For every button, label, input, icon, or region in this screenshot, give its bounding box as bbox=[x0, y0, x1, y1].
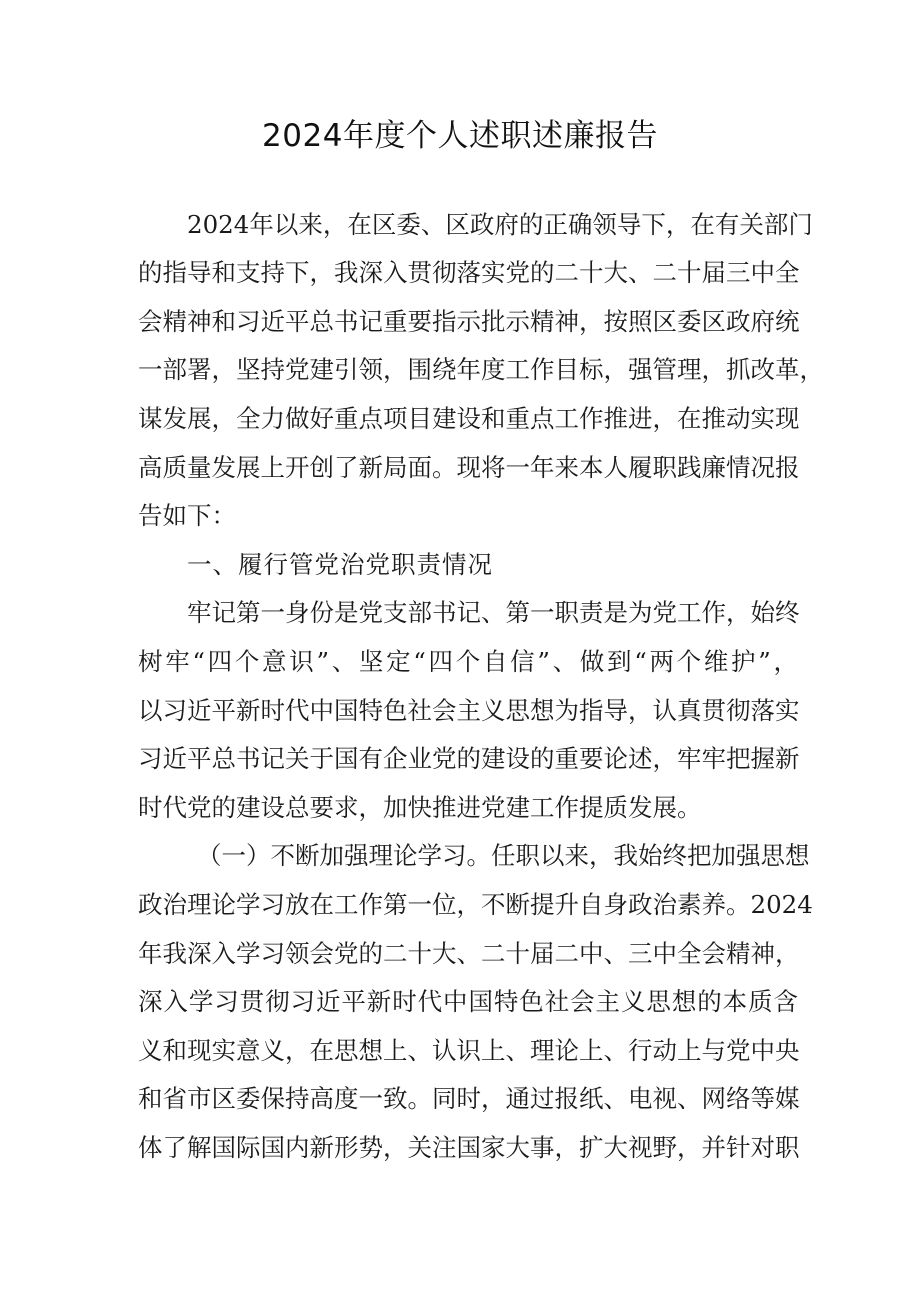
paragraph-line: 习近平总书记关于国有企业党的建设的重要论述，牢牢把握新 bbox=[138, 744, 800, 774]
paragraph-line: 深入学习贯彻习近平新时代中国特色社会主义思想的本质含 bbox=[138, 987, 798, 1017]
paragraph-line: 以习近平新时代中国特色社会主义思想为指导，认真贯彻落实 bbox=[138, 695, 800, 725]
document-title: 2024年度个人述职述廉报告 bbox=[262, 118, 658, 154]
section-heading: 一、履行管党治党职责情况 bbox=[187, 549, 493, 579]
paragraph-line: 谋发展，全力做好重点项目建设和重点工作推进，在推动实现 bbox=[138, 403, 800, 433]
paragraph-line: 牢记第一身份是党支部书记、第一职责是为党工作，始终 bbox=[187, 598, 800, 628]
paragraph-line: 时代党的建设总要求，加快推进党建工作提质发展。 bbox=[138, 792, 702, 822]
paragraph-line: 体了解国际国内新形势，关注国家大事，扩大视野，并针对职 bbox=[138, 1132, 800, 1162]
document-body bbox=[138, 152, 824, 1172]
paragraph-line: 年我深入学习领会党的二十大、二十届二中、三中全会精神， bbox=[138, 938, 800, 968]
paragraph-line: 会精神和习近平总书记重要指示批示精神，按照区委区政府统 bbox=[138, 306, 800, 336]
paragraph-line: 的指导和支持下，我深入贯彻落实党的二十大、二十届三中全 bbox=[138, 258, 800, 288]
paragraph-line: 政治理论学习放在工作第一位，不断提升自身政治素养。2024 bbox=[138, 889, 813, 919]
subsection-line: （一）不断加强理论学习。任职以来，我始终把加强思想 bbox=[197, 841, 810, 871]
paragraph-line: 2024年以来，在区委、区政府的正确领导下，在有关部门 bbox=[187, 209, 813, 239]
paragraph-line: 告如下： bbox=[138, 501, 236, 531]
paragraph-line: 高质量发展上开创了新局面。现将一年来本人履职践廉情况报 bbox=[138, 452, 800, 482]
paragraph-line: 一部署，坚持党建引领，围绕年度工作目标，强管理，抓改革， bbox=[138, 355, 824, 385]
blank-line bbox=[138, 152, 798, 201]
paragraph-line: 树牢“四个意识”、坚定“四个自信”、做到“两个维护”， bbox=[138, 646, 798, 676]
paragraph-line: 和省市区委保持高度一致。同时，通过报纸、电视、网络等媒 bbox=[138, 1084, 800, 1114]
paragraph-line: 义和现实意义，在思想上、认识上、理论上、行动上与党中央 bbox=[138, 1035, 800, 1065]
